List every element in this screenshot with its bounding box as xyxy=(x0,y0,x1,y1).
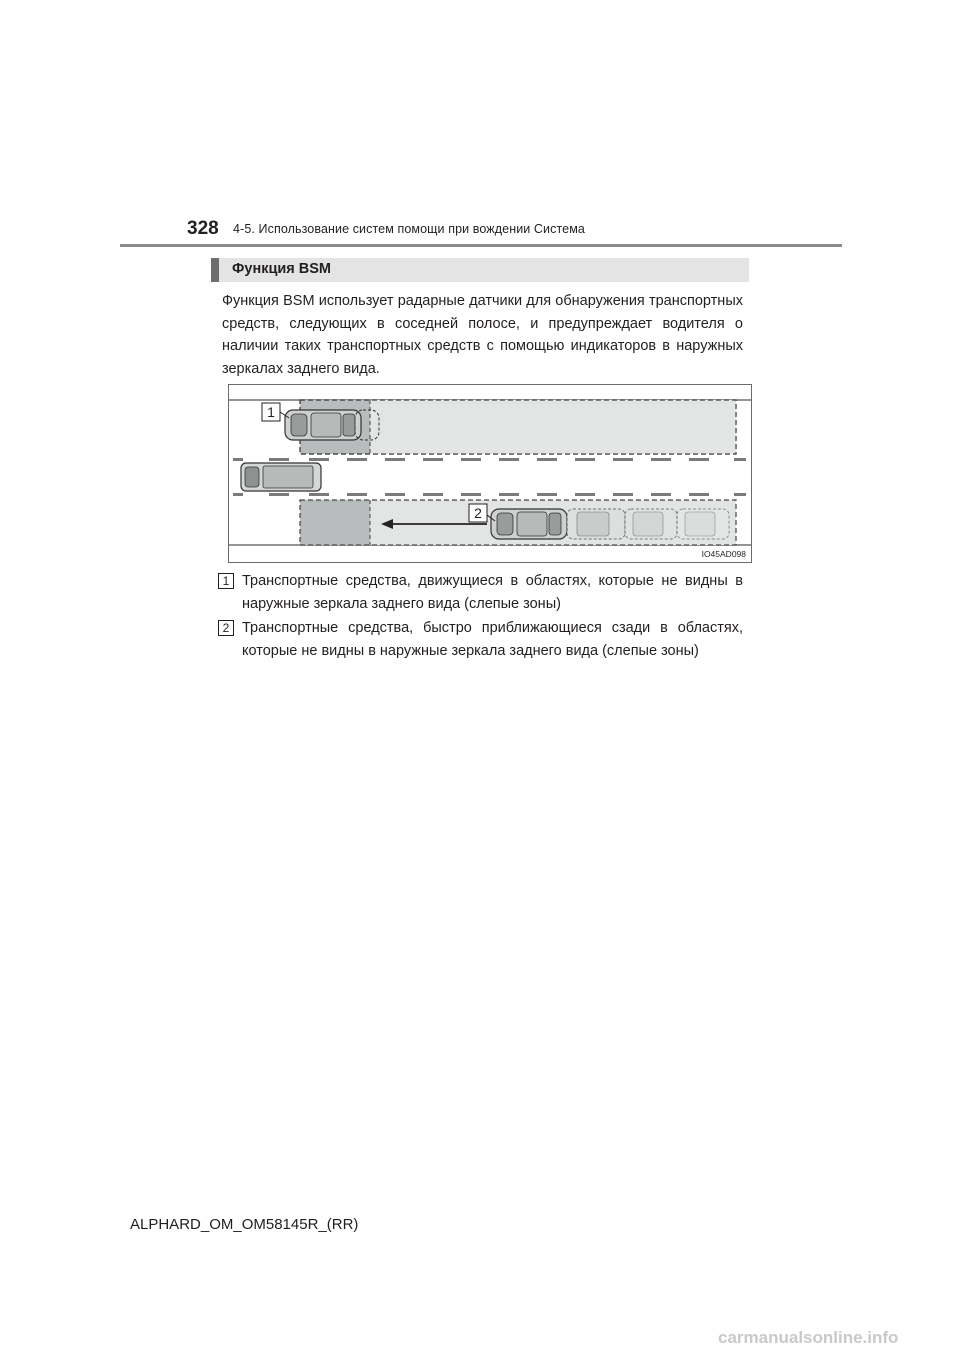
approaching-vehicle-ghost-3 xyxy=(677,509,729,539)
section-header-accent xyxy=(211,258,219,282)
page-number: 328 xyxy=(187,218,219,239)
document-id: ALPHARD_OM_OM58145R_(RR) xyxy=(130,1216,359,1233)
header-divider xyxy=(120,244,842,247)
bsm-diagram-svg xyxy=(229,385,751,562)
watermark-logo xyxy=(718,1326,948,1348)
callout-2: 2 xyxy=(474,505,482,521)
item-text: Транспортные средства, движущиеся в областях, которые не видны в наружные зеркала заднего вида (слепые зоны) xyxy=(242,573,743,612)
item-number: 2 xyxy=(218,620,234,636)
chapter-title: 4-5. Использование систем помощи при вождении Система xyxy=(233,222,585,236)
item-text: Транспортные средства, быстро приближающиеся сзади в областях, которые не видны в наружные зеркала заднего вида (слепые зоны) xyxy=(242,620,743,659)
callout-1: 1 xyxy=(267,404,275,420)
own-vehicle xyxy=(241,463,321,491)
approaching-vehicle-ghost-2 xyxy=(625,509,677,539)
item-number: 1 xyxy=(218,573,234,589)
section-paragraph: Функция BSM использует радарные датчики для обнаружения транспортных средств, следующих в соседней полосе, и предупреждает водителя о наличии таких транспортных средств с помощью индикаторов в наружных зеркалах заднего вида. xyxy=(222,293,743,377)
svg-text:carmanualsonline.info: carmanualsonline.info xyxy=(718,1328,899,1347)
upper-blind-zone-far xyxy=(370,400,736,454)
section-header xyxy=(211,258,749,282)
bsm-diagram xyxy=(228,384,752,563)
lane-markings-lower xyxy=(233,493,746,496)
approaching-vehicle xyxy=(491,509,567,539)
approaching-vehicle-ghost-1 xyxy=(567,509,625,539)
lane-markings-upper xyxy=(233,458,746,461)
lower-blind-zone-near xyxy=(300,500,370,545)
section-title: Функция BSM xyxy=(232,261,331,277)
figure-code: IO45AD098 xyxy=(701,549,746,559)
